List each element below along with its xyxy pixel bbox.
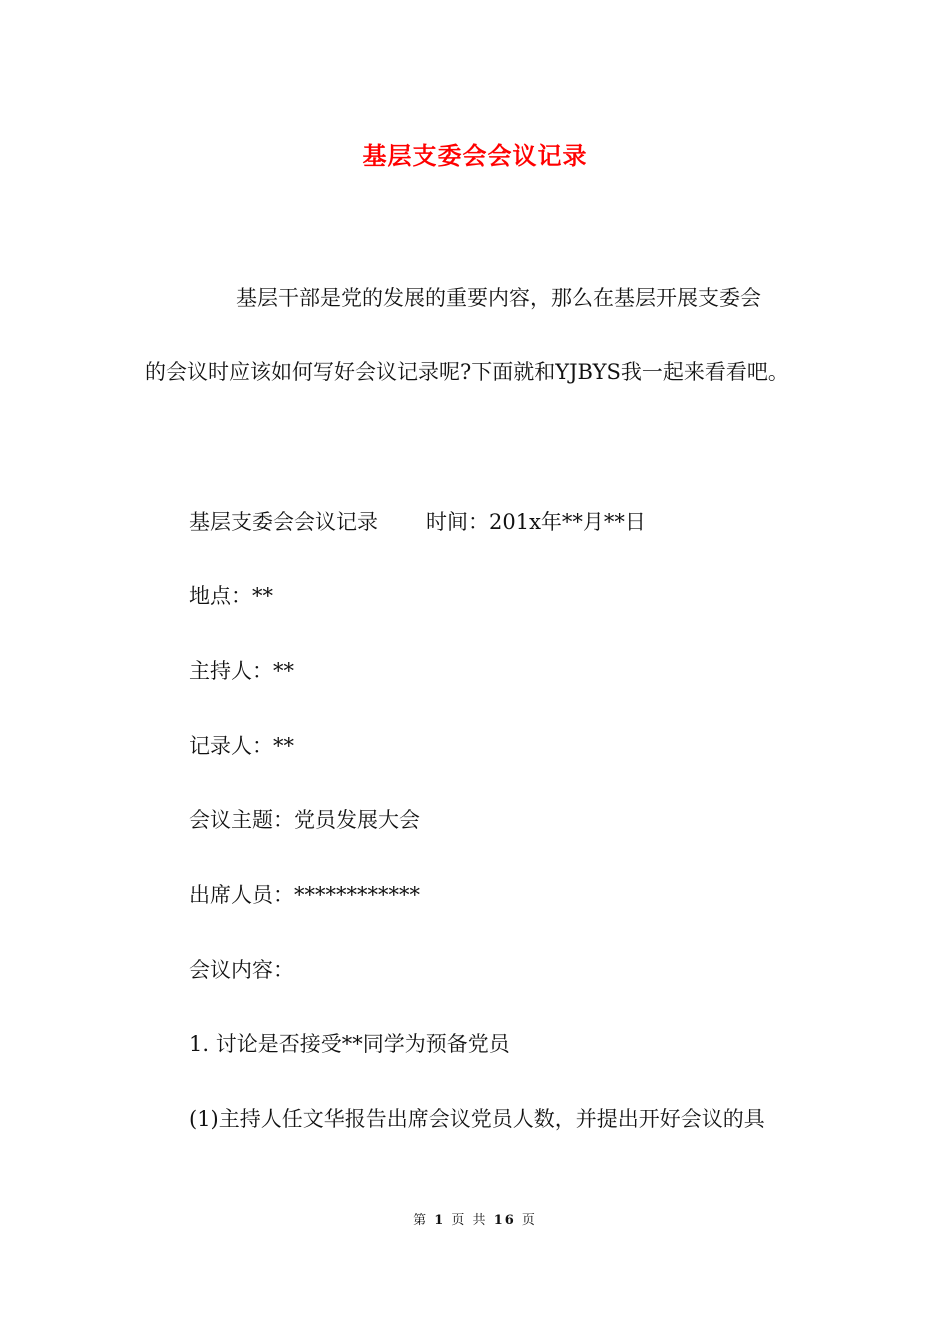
footer-prefix: 第 bbox=[413, 1213, 429, 1228]
meeting-attendees: 出席人员：************ bbox=[189, 883, 420, 907]
intro-paragraph-line-2: 的会议时应该如何写好会议记录呢?下面就和YJBYS我一起来看看吧。 bbox=[145, 360, 789, 384]
intro-paragraph-line-1: 基层干部是党的发展的重要内容，那么在基层开展支委会 bbox=[236, 286, 761, 310]
meeting-recorder: 记录人：** bbox=[189, 734, 294, 758]
meeting-content-label: 会议内容： bbox=[189, 958, 294, 982]
record-title: 基层支委会会议记录 bbox=[189, 510, 378, 534]
page-footer bbox=[0, 1209, 950, 1228]
meeting-location: 地点：** bbox=[189, 584, 273, 608]
content-item-1: 1. 讨论是否接受**同学为预备党员 bbox=[189, 1032, 510, 1056]
footer-suffix: 页 bbox=[521, 1213, 537, 1228]
meeting-time: 时间：201x年**月**日 bbox=[426, 510, 646, 534]
page-title: 基层支委会会议记录 bbox=[362, 141, 588, 170]
footer-page-number: 1 bbox=[434, 1213, 446, 1228]
footer-total-pages: 16 bbox=[493, 1213, 516, 1228]
record-header-line bbox=[189, 506, 646, 536]
content-subitem-1: (1)主持人任文华报告出席会议党员人数，并提出开好会议的具 bbox=[189, 1107, 765, 1131]
footer-middle: 页 共 bbox=[451, 1213, 488, 1228]
meeting-host: 主持人：** bbox=[189, 659, 294, 683]
meeting-topic: 会议主题：党员发展大会 bbox=[189, 808, 420, 832]
